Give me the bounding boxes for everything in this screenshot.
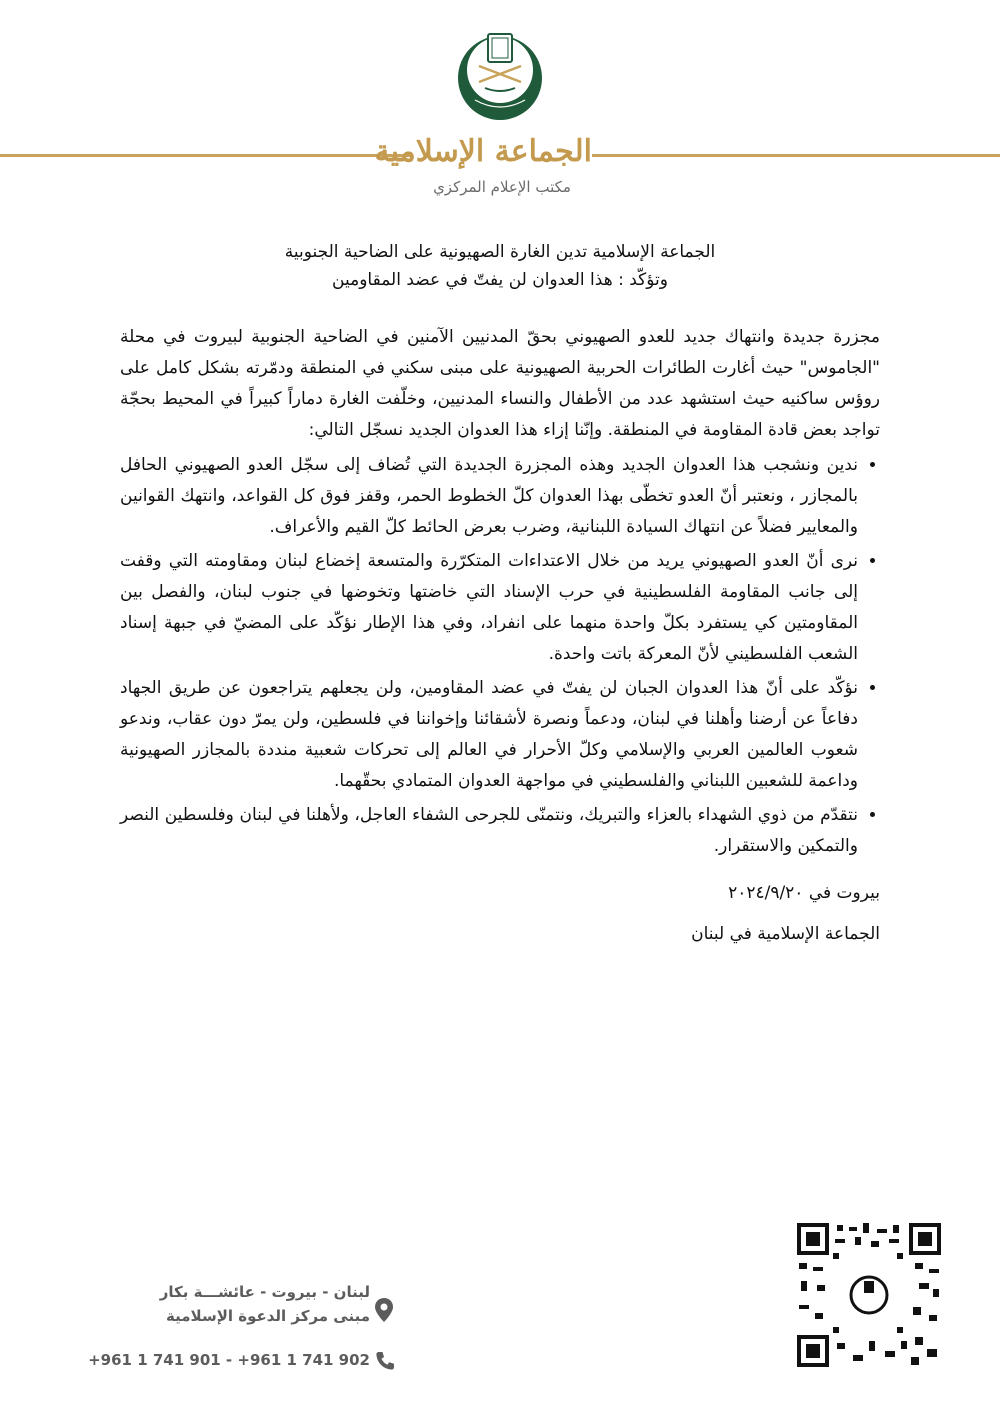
list-item: • نؤكّد على أنّ هذا العدوان الجبان لن يفتّ في عضد المقاومين، ولن يجعلهم يتراجعون عن طريق الجهاد دفاعاً عن أرضنا وأهلنا في لبنان، ودعماً ونصرة لأشقائنا وإخواننا في فلسطين، ولن يمرّ دون عقاب، وندعو شعوب العالمين العربي والإسلامي وكلّ الأحرار في العالم إلى تحركات شعبية منددة بالمجازر الصهيونية وداعمة للشعبين اللبناني والفلسطيني في مواجهة العدوان المتمادي بحقّهما. — [120, 673, 858, 797]
location-pin-icon — [374, 1297, 394, 1323]
date-line: بيروت في ٢٠٢٤/٩/٢٠ — [728, 883, 880, 903]
list-item: • نرى أنّ العدو الصهيوني يريد من خلال الاعتداءات المتكرّرة والمتسعة إخضاع لبنان ومقاومته التي وقفت إلى جانب المقاومة الفلسطينية في حرب الإسناد التي خاضتها وتخوضها في جنوب لبنان، والفصل بين المقاومتين كي يستفرد بكلّ واحدة منهما على انفراد، وفي هذا الإطار نؤكّد على المضيّ في جبهة إسناد الشعب الفلسطيني لأنّ المعركة باتت واحدة. — [120, 546, 858, 670]
address-line: لبنان - بيروت - عائشـــة بكار — [159, 1283, 370, 1301]
address-line: مبنى مركز الدعوة الإسلامية — [166, 1307, 370, 1325]
list-item: • نتقدّم من ذوي الشهداء بالعزاء والتبريك، ونتمنّى للجرحى الشفاء العاجل، ولأهلنا في لبنان وفلسطين النصر والتمكين والاستقرار. — [120, 800, 858, 862]
points-list — [120, 450, 880, 862]
phone-icon — [374, 1350, 396, 1372]
statement-body — [120, 322, 880, 950]
header-rule-left — [0, 154, 412, 157]
address-block — [60, 1280, 370, 1328]
phone-numbers: +961 1 741 901 - +961 1 741 902 — [88, 1351, 370, 1369]
office-name: مكتب الإعلام المركزي — [433, 178, 571, 196]
statement-subtitle: وتؤكّد : هذا العدوان لن يفتّ في عضد المقاومين — [332, 270, 668, 290]
signature: الجماعة الإسلامية في لبنان — [691, 924, 880, 944]
intro-paragraph: مجزرة جديدة وانتهاك جديد للعدو الصهيوني بحقّ المدنيين الآمنين في الضاحية الجنوبية لبيروت في محلة "الجاموس" حيث أغارت الطائرات الحربية الصهيونية على مبنى سكني في المنطقة ودمّرته بشكل كامل على روؤس ساكنيه حيث استشهد عدد من الأطفال والنساء المدنيين، وخلّفت الغارة دماراً كبيراً في المحيط بحجّة تواجد بعض قادة المقاومة في المنطقة. وإنّنا إزاء هذا العدوان الجديد نسجّل التالي: — [120, 327, 880, 440]
organization-name: الجماعة الإسلامية — [374, 134, 592, 169]
crescent-emblem-logo — [455, 30, 545, 122]
header-rule-right — [592, 154, 1000, 157]
qr-code — [797, 1223, 941, 1367]
statement-title: الجماعة الإسلامية تدين الغارة الصهيونية على الضاحية الجنوبية — [284, 242, 716, 262]
list-item: • ندين ونشجب هذا العدوان الجديد وهذه المجزرة الجديدة التي تُضاف إلى سجّل العدو الصهيوني الحافل بالمجازر ، ونعتبر أنّ العدو تخطّى بهذا العدوان كلّ الخطوط الحمر، وقفز فوق كل القواعد، وانتهك القوانين والمعايير فضلاً عن انتهاك السيادة اللبنانية، وضرب بعرض الحائط كلّ القيم والأعراف. — [120, 450, 858, 543]
